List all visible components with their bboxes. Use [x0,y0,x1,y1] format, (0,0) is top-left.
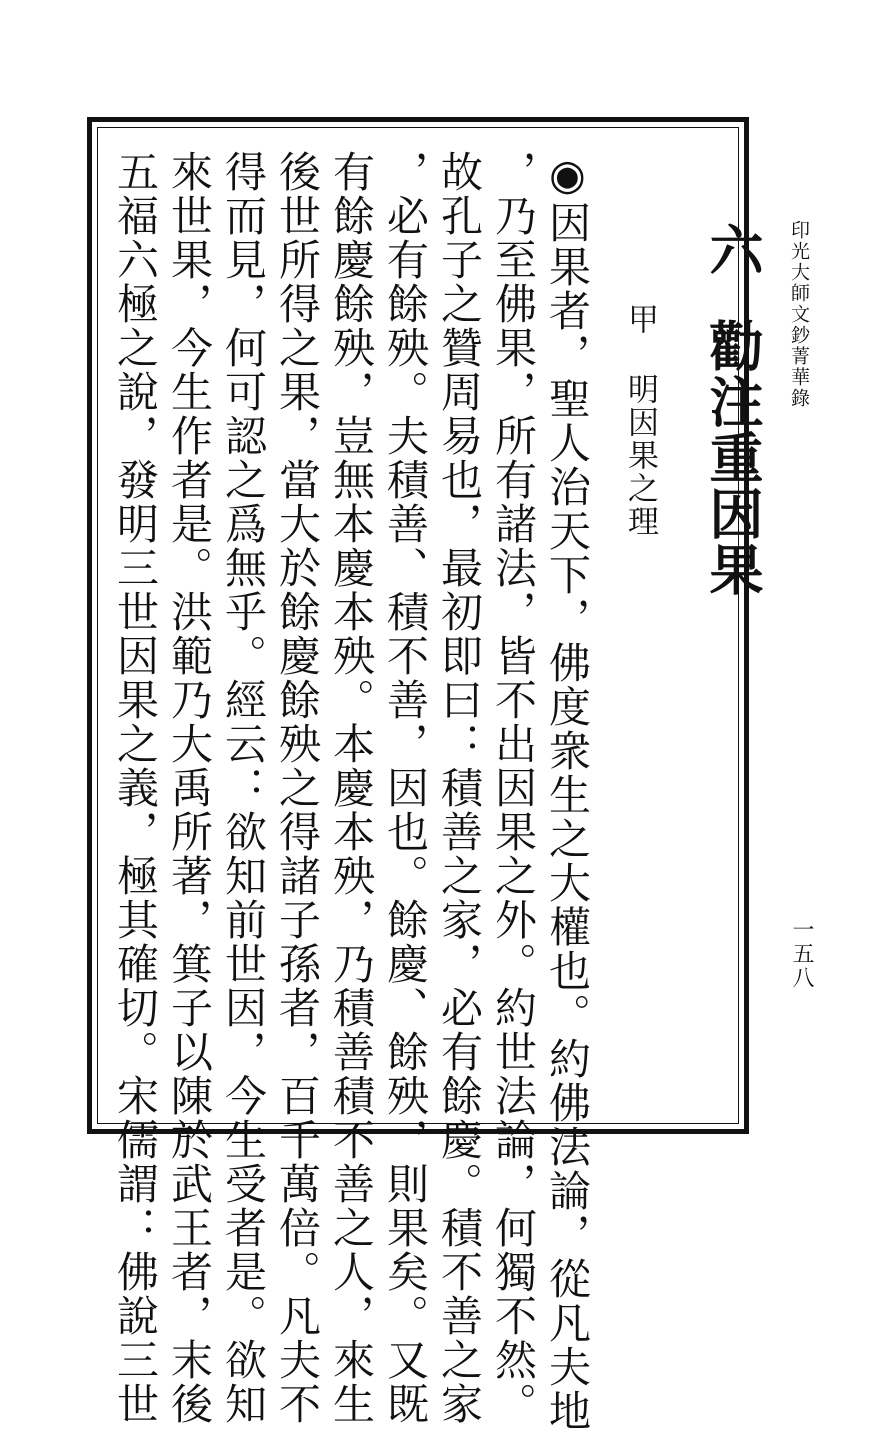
body-column-1: ◉因果者，聖人治天下，佛度衆生之大權也。約佛法論，從凡夫地 [543,150,592,1433]
body-column-7: 得而見，何可認之爲無乎。經云：欲知前世因，今生受者是。欲知 [219,150,268,1426]
chapter-number: 六 [701,222,765,276]
chapter-title: 勸注重因果 [701,318,765,598]
body-column-2: ，乃至佛果，所有諸法，皆不出因果之外。約世法論，何獨不然。 [489,150,538,1426]
running-header-book-title: 印光大師文鈔菁華錄 [788,220,810,409]
body-column-4: ，必有餘殃。夫積善、積不善，因也。餘慶、餘殃，則果矣。又既 [381,150,430,1426]
body-column-6: 後世所得之果，當大於餘慶餘殃之得諸子孫者，百千萬倍。凡夫不 [273,150,322,1426]
body-column-9: 五福六極之說，發明三世因果之義，極其確切。宋儒謂：佛說三世 [111,150,160,1426]
body-column-3: 故孔子之贊周易也，最初即曰：積善之家，必有餘慶。積不善之家 [435,150,484,1426]
section-title: 明因果之理 [622,373,658,538]
body-column-5: 有餘慶餘殃，豈無本慶本殃。本慶本殃，乃積善積不善之人，來生 [327,150,376,1426]
body-column-8: 來世果，今生作者是。洪範乃大禹所著，箕子以陳於武王者，末後 [165,150,214,1426]
page-number: 一五八 [789,918,814,990]
section-label: 甲 [622,303,658,334]
